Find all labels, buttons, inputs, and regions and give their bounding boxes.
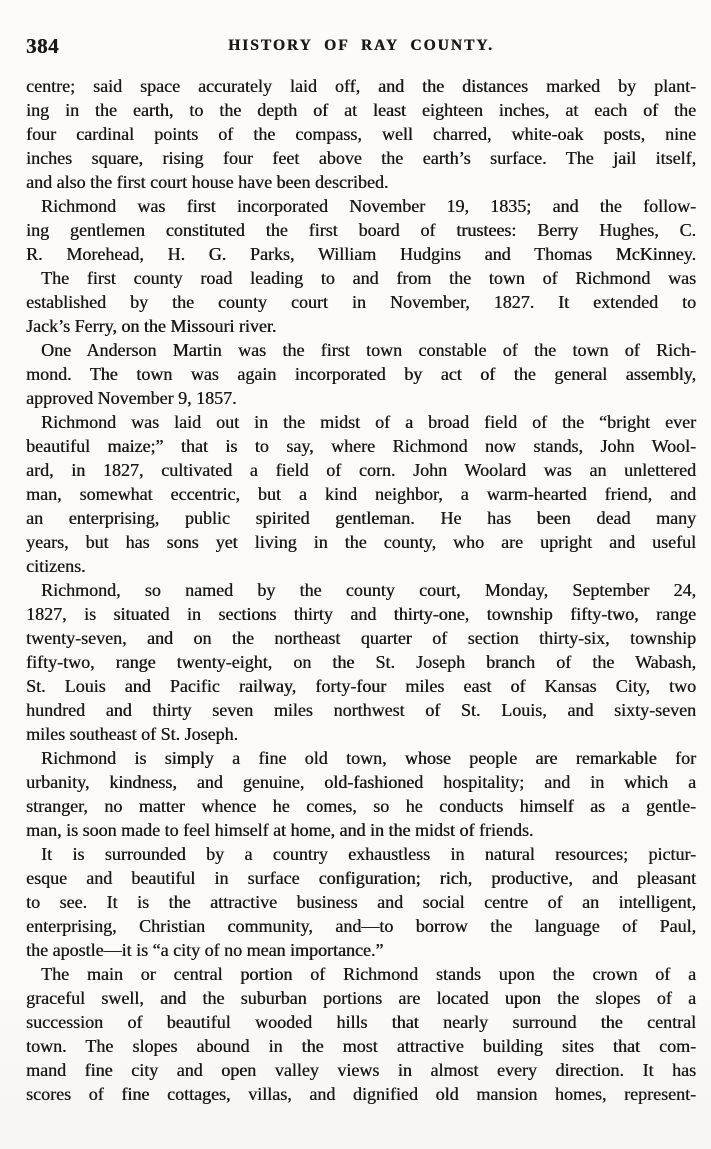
paragraph — [26, 266, 696, 338]
text-line: ing in the earth, to the depth of at least eighteen inches, at each of the — [26, 100, 696, 120]
text-line: enterprising, Christian community, and—to borrow the language of Paul, — [26, 916, 696, 936]
text-line: man, is soon made to feel himself at home, and in the midst of friends. — [26, 820, 534, 840]
text-line: succession of beautiful wooded hills that nearly surround the central — [26, 1012, 696, 1032]
text-line: 1827, is situated in sections thirty and thirty-one, township fifty-two, range — [26, 604, 696, 624]
text-line: approved November 9, 1857. — [26, 388, 237, 408]
text-line: established by the county court in November, 1827. It extended to — [26, 292, 696, 312]
text-line: the apostle—it is “a city of no mean importance.” — [26, 940, 384, 960]
text-line: Jack’s Ferry, on the Missouri river. — [26, 316, 277, 336]
text-line: and also the first court house have been described. — [26, 172, 389, 192]
text-line: esque and beautiful in surface configuration; rich, productive, and pleasant — [26, 868, 696, 888]
text-line: Richmond is simply a fine old town, whose people are remarkable for — [41, 748, 696, 768]
running-title: HISTORY OF RAY COUNTY. — [228, 37, 494, 54]
text-line: citizens. — [26, 556, 86, 576]
text-line: fifty-two, range twenty-eight, on the St. Joseph branch of the Wabash, — [26, 652, 696, 672]
text-line: Richmond, so named by the county court, Monday, September 24, — [41, 580, 696, 600]
paragraph — [26, 338, 696, 410]
text-line: ard, in 1827, cultivated a field of corn. John Woolard was an unlettered — [26, 460, 696, 480]
text-block — [26, 74, 696, 1106]
text-line: The first county road leading to and from the town of Richmond was — [41, 268, 696, 288]
paragraph — [26, 842, 696, 962]
text-line: graceful swell, and the suburban portions are located upon the slopes of a — [26, 988, 696, 1008]
page-header — [26, 34, 696, 58]
text-line: It is surrounded by a country exhaustless in natural resources; pictur- — [41, 844, 696, 864]
text-line: One Anderson Martin was the first town constable of the town of Rich- — [41, 340, 696, 360]
text-line: centre; said space accurately laid off, and the distances marked by plant- — [26, 76, 696, 96]
paragraph — [26, 962, 696, 1106]
text-line: to see. It is the attractive business and social centre of an intelligent, — [26, 892, 696, 912]
page-number: 384 — [26, 34, 59, 58]
text-line: St. Louis and Pacific railway, forty-four miles east of Kansas City, two — [26, 676, 696, 696]
text-line: mond. The town was again incorporated by act of the general assembly, — [26, 364, 696, 384]
text-line: man, somewhat eccentric, but a kind neighbor, a warm-hearted friend, and — [26, 484, 696, 504]
text-line: inches square, rising four feet above the earth’s surface. The jail itself, — [26, 148, 696, 168]
text-line: an enterprising, public spirited gentleman. He has been dead many — [26, 508, 696, 528]
text-line: Richmond was laid out in the midst of a broad field of the “bright ever — [41, 412, 696, 432]
text-line: miles southeast of St. Joseph. — [26, 724, 238, 744]
text-line: stranger, no matter whence he comes, so he conducts himself as a gentle- — [26, 796, 696, 816]
text-line: mand fine city and open valley views in almost every direction. It has — [26, 1060, 696, 1080]
text-line: R. Morehead, H. G. Parks, William Hudgins and Thomas McKinney. — [26, 244, 696, 264]
text-line: Richmond was first incorporated November 19, 1835; and the follow- — [41, 196, 696, 216]
text-line: twenty-seven, and on the northeast quarter of section thirty-six, township — [26, 628, 696, 648]
paragraph — [26, 194, 696, 266]
paragraph — [26, 578, 696, 746]
text-line: town. The slopes abound in the most attractive building sites that com- — [26, 1036, 696, 1056]
text-line: ing gentlemen constituted the first board of trustees: Berry Hughes, C. — [26, 220, 696, 240]
text-line: years, but has sons yet living in the county, who are upright and useful — [26, 532, 696, 552]
text-line: four cardinal points of the compass, well charred, white-oak posts, nine — [26, 124, 696, 144]
paragraph — [26, 74, 696, 194]
text-line: urbanity, kindness, and genuine, old-fashioned hospitality; and in which a — [26, 772, 696, 792]
text-line: hundred and thirty seven miles northwest of St. Louis, and sixty-seven — [26, 700, 696, 720]
text-line: beautiful maize;” that is to say, where Richmond now stands, John Wool- — [26, 436, 696, 456]
text-line: scores of fine cottages, villas, and dignified old mansion homes, represent- — [26, 1084, 696, 1104]
paragraph — [26, 410, 696, 578]
paragraph — [26, 746, 696, 842]
text-line: The main or central portion of Richmond stands upon the crown of a — [41, 964, 696, 984]
